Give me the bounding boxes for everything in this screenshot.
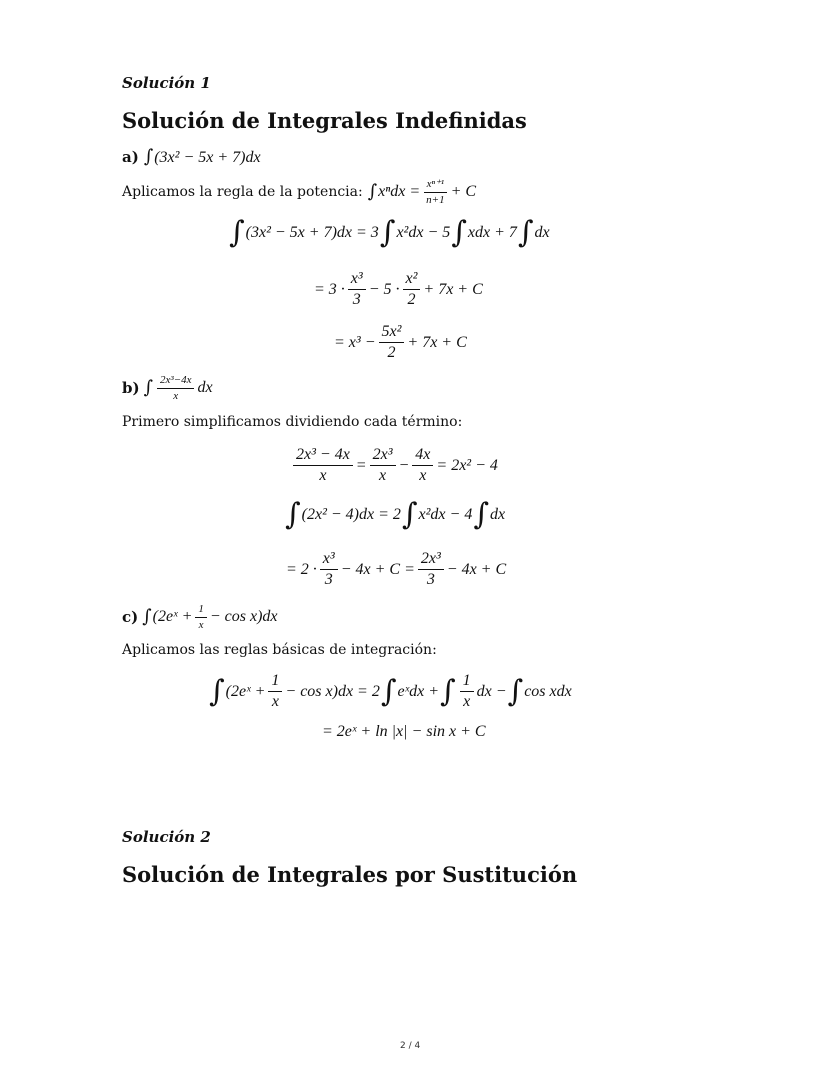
step-1-a: (2eˣ + [225, 682, 266, 700]
problem-a-letter: a) [122, 148, 139, 166]
fraction-denominator: x [319, 467, 327, 485]
step-1-term-1: x²dx − 5 [396, 224, 451, 241]
step-3-fraction-1 [320, 550, 338, 590]
integral-sign-icon: ∫ [401, 497, 418, 532]
problem-a-step-1 [228, 215, 550, 250]
step-2-a: = 3 · [314, 280, 345, 298]
step-1-b: − cos x)dx = 2 [285, 682, 380, 700]
step-1-fraction-2 [370, 446, 396, 486]
integral-sign-icon: ∫ [451, 215, 467, 250]
problem-b-text: Primero simplificamos dividiendo cada término: [122, 414, 463, 430]
step-1-rhs: = 2x² − 4 [436, 456, 498, 474]
problem-c-text: Aplicamos las reglas básicas de integración: [122, 642, 437, 658]
power-rule-numerator: xⁿ⁺¹ [424, 178, 447, 193]
problem-a-step-2 [314, 270, 483, 310]
fraction-numerator: 2x³ [418, 550, 444, 570]
step-2-lhs: (2x² − 4)dx = 2 [301, 506, 401, 523]
integral-sign-icon: ∫ [517, 215, 534, 250]
step-1-term-2: dx − [476, 682, 507, 700]
fraction-numerator: x³ [348, 270, 366, 290]
solution-2-label: Solución 2 [122, 828, 211, 846]
step-1-lhs: (3x² − 5x + 7)dx = 3 [245, 224, 379, 241]
problem-c-b: − cos x)dx [209, 608, 278, 626]
problem-b-letter: b) [122, 379, 140, 398]
step-3-fraction-2 [418, 550, 444, 590]
problem-b-dx: dx [197, 379, 213, 397]
solution-1-label: Solución 1 [122, 74, 211, 92]
step-3-c: − 4x + C [446, 560, 507, 578]
step-2-term-2: dx [489, 506, 506, 523]
fraction-numerator: 5x² [379, 323, 405, 343]
equals-sign: = [355, 456, 367, 474]
problem-c-letter: c) [122, 608, 139, 627]
fraction-denominator: x [463, 693, 471, 711]
problem-a-step-3 [334, 323, 467, 363]
fraction-denominator: x [271, 693, 279, 711]
step-1-fraction-1 [293, 446, 353, 486]
problem-c-step-2 [322, 723, 486, 741]
fraction-numerator: 4x [412, 446, 433, 466]
fraction-numerator: x² [403, 270, 421, 290]
step-3-b: − 4x + C = [340, 560, 415, 578]
integral-sign-icon: ∫ [143, 377, 153, 399]
fraction-denominator: 3 [352, 291, 361, 309]
step-3-a: = x³ − [334, 333, 376, 351]
integral-sign-icon: ∫ [209, 673, 225, 709]
problem-c-heading [122, 603, 278, 631]
fraction-denominator: 3 [426, 571, 435, 589]
solution-1-title: Solución de Integrales Indefinidas [122, 108, 527, 133]
step-2-b: − 5 · [368, 280, 400, 298]
fraction-denominator: x [378, 467, 387, 485]
power-rule-fraction [423, 178, 447, 206]
step-3-fraction [379, 323, 405, 363]
step-1-term-1: eˣdx + [397, 682, 439, 700]
integral-sign-icon: ∫ [380, 673, 397, 709]
fraction-denominator: 2 [407, 291, 416, 309]
problem-c-a: (2eˣ + [152, 608, 193, 626]
fraction-numerator: 2x³ − 4x [293, 446, 353, 466]
integral-sign-icon: ∫ [507, 673, 524, 709]
step-1-fraction-2 [460, 672, 474, 712]
fraction-numerator: 1 [195, 603, 207, 618]
integral-sign-icon: ∫ [285, 497, 301, 532]
problem-b-step-2 [284, 497, 506, 532]
fraction-denominator: x [173, 389, 179, 402]
page-number: 2 / 4 [400, 1041, 421, 1051]
step-1-term-2: xdx + 7 [467, 224, 517, 241]
fraction-numerator: 2x³ [370, 446, 396, 466]
integral-sign-icon: ∫ [473, 497, 489, 532]
problem-a-text: Aplicamos la regla de la potencia: [122, 184, 363, 201]
step-3-b: + 7x + C [407, 333, 467, 351]
step-1-fraction-3 [412, 446, 433, 486]
step-2-fraction-2 [403, 270, 421, 310]
power-rule-lhs: xⁿdx = [378, 183, 421, 201]
fraction-numerator: 1 [268, 672, 282, 692]
step-1-term-3: dx [534, 224, 550, 241]
integral-sign-icon: ∫ [143, 146, 154, 167]
problem-c-step-1 [208, 672, 572, 712]
integral-sign-icon: ∫ [379, 215, 396, 250]
problem-a-rule-line [122, 178, 476, 206]
step-2-result: = 2eˣ + ln |x| − sin x + C [322, 723, 486, 740]
fraction-denominator: x [419, 467, 427, 485]
step-3-a: = 2 · [286, 560, 317, 578]
fraction-numerator: 2x³−4x [157, 374, 195, 389]
problem-b-heading [122, 374, 213, 402]
problem-b-fraction [157, 374, 195, 402]
problem-c-fraction [195, 603, 207, 631]
fraction-denominator: x [198, 618, 204, 631]
integral-sign-icon: ∫ [440, 673, 456, 709]
integral-sign-icon: ∫ [367, 181, 378, 203]
step-1-term-3: cos xdx [524, 682, 572, 700]
fraction-denominator: 2 [387, 344, 396, 362]
step-1-fraction-1 [268, 672, 282, 712]
power-rule-denominator: n+1 [426, 193, 445, 206]
step-2-c: + 7x + C [423, 280, 483, 298]
problem-b-step-1 [290, 446, 498, 486]
step-2-term-1: x²dx − 4 [418, 506, 473, 523]
fraction-numerator: x³ [320, 550, 338, 570]
integral-sign-icon: ∫ [229, 215, 245, 250]
power-rule-constant: + C [450, 183, 477, 201]
solution-2-title: Solución de Integrales por Sustitución [122, 862, 578, 887]
fraction-denominator: 3 [324, 571, 333, 589]
problem-a-heading [122, 148, 261, 167]
problem-a-expression: (3x² − 5x + 7)dx [154, 149, 261, 166]
step-2-fraction-1 [348, 270, 366, 310]
fraction-numerator: 1 [460, 672, 474, 692]
minus-sign: − [398, 456, 410, 474]
integral-sign-icon: ∫ [142, 606, 152, 628]
problem-b-step-3 [286, 550, 506, 590]
